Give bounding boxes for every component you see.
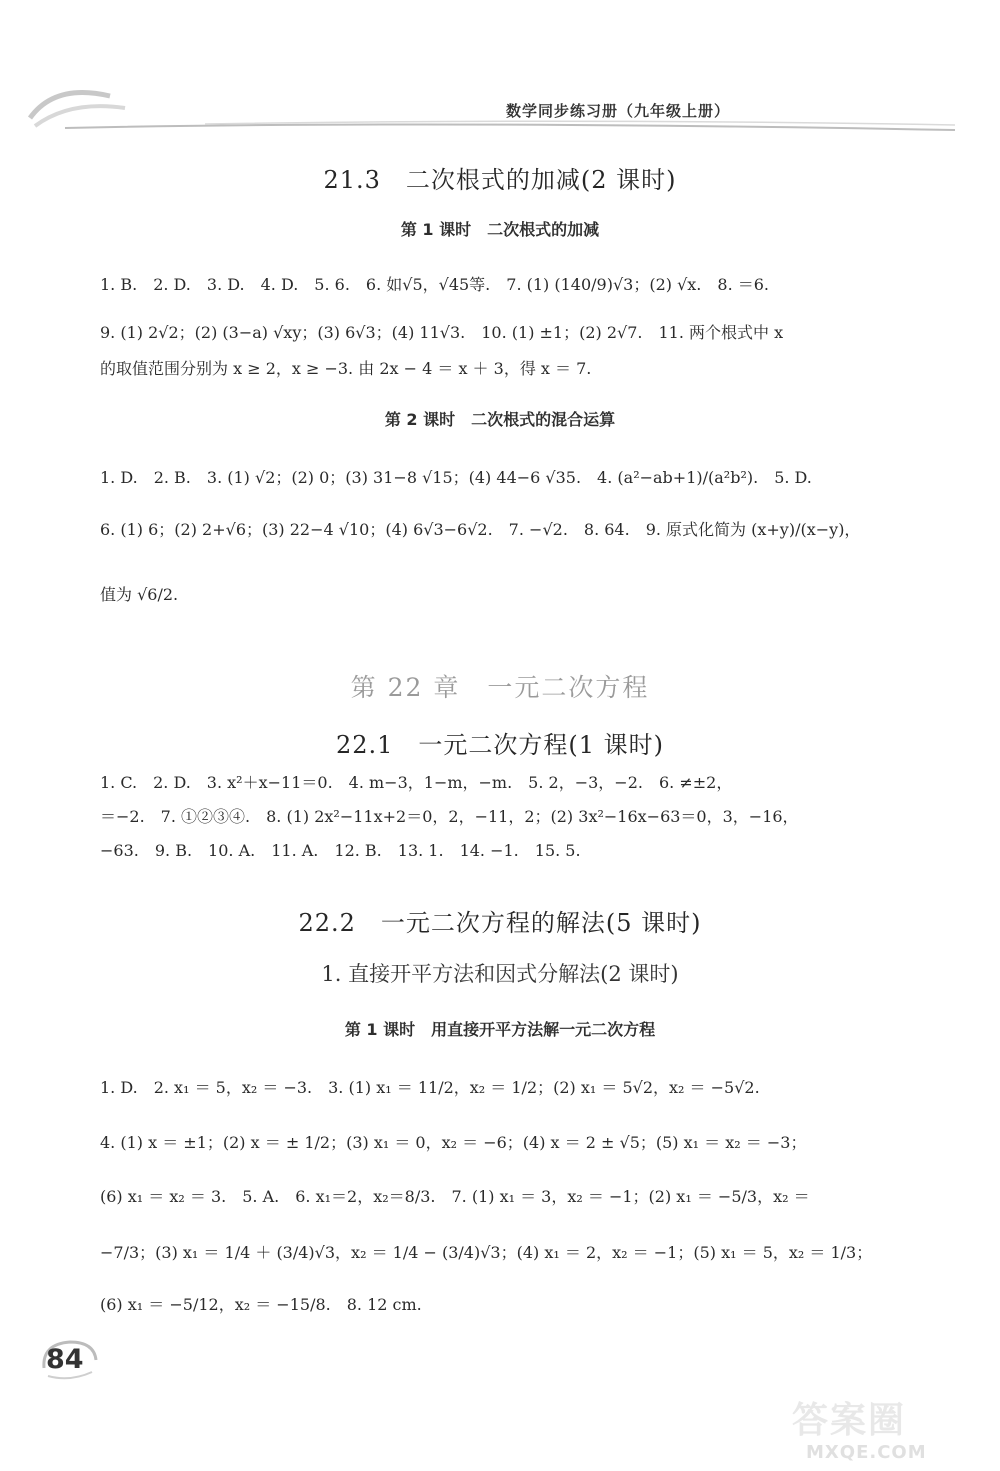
answer-line: 1. C. 2. D. 3. x²＋x−11＝0. 4. m−3，1−m，−m. 5. 2，−3，−2. 6. ≠±2， — [100, 773, 733, 792]
answer-line: 6. (1) 6；(2) 2+√6；(3) 22−4 √10；(4) 6√3−6√2. 7. −√2. 8. 64. 9. 原式化简为 (x+y)/(x−y)， — [100, 520, 861, 539]
answer-line: 1. D. 2. x₁ ＝ 5，x₂ ＝ −3. 3. (1) x₁ ＝ 11/2，x₂ ＝ 1/2；(2) x₁ ＝ 5√2，x₂ ＝ −5√2. — [100, 1078, 760, 1097]
watermark-url: MXQE.COM — [806, 1442, 927, 1463]
section-title-21-3: 21.3 二次根式的加减(2 课时) — [323, 166, 677, 194]
answer-line: 9. (1) 2√2；(2) (3−a) √xy；(3) 6√3；(4) 11√3. 10. (1) ±1；(2) 2√7. 11. 两个根式中 x — [100, 323, 784, 342]
lesson-title-21-3-2: 第 2 课时 二次根式的混合运算 — [384, 410, 616, 429]
answer-line: 1. B. 2. D. 3. D. 4. D. 5. 6. 6. 如√5，√45等. 7. (1) (140/9)√3；(2) √x. 8. ＝6. — [100, 275, 770, 294]
answer-line: 4. (1) x ＝ ±1；(2) x ＝ ± 1/2；(3) x₁ ＝ 0，x₂ ＝ −6；(4) x ＝ 2 ± √5；(5) x₁ ＝ x₂ ＝ −3； — [100, 1133, 807, 1152]
answer-line: ＝−2. 7. ①②③④. 8. (1) 2x²−11x+2＝0，2，−11，2；(2) 3x²−16x−63＝0，3，−16， — [100, 807, 799, 826]
subsection-title-22-2-1: 1. 直接开平方法和因式分解法(2 课时) — [321, 962, 679, 986]
section-title-22-1: 22.1 一元二次方程(1 课时) — [335, 731, 665, 759]
running-head: 数学同步练习册（九年级上册） — [506, 102, 731, 120]
answer-line: (6) x₁ ＝ x₂ ＝ 3. 5. A. 6. x₁＝2，x₂＝8/3. 7. (1) x₁ ＝ 3，x₂ ＝ −1；(2) x₁ ＝ −5/3，x₂ ＝ — [100, 1187, 810, 1206]
lesson-title-22-2-1: 第 1 课时 用直接开平方法解一元二次方程 — [344, 1020, 656, 1039]
watermark-logo: 答案圈 — [792, 1400, 907, 1441]
answer-line: 的取值范围分别为 x ≥ 2，x ≥ −3. 由 2x − 4 ＝ x ＋ 3，得 x ＝ 7. — [100, 359, 592, 378]
chapter-title-22: 第 22 章 一元二次方程 — [350, 673, 650, 702]
page-number-badge — [40, 1338, 100, 1382]
section-title-22-2: 22.2 一元二次方程的解法(5 课时) — [298, 909, 702, 937]
answer-line: −63. 9. B. 10. A. 11. A. 12. B. 13. 1. 14. −1. 15. 5. — [100, 841, 581, 860]
answer-line: (6) x₁ ＝ −5/12，x₂ ＝ −15/8. 8. 12 cm. — [100, 1295, 422, 1314]
answer-line: −7/3；(3) x₁ ＝ 1/4 ＋ (3/4)√3，x₂ ＝ 1/4 − (3/4)√3；(4) x₁ ＝ 2，x₂ ＝ −1；(5) x₁ ＝ 5，x₂ ＝ 1/3； — [100, 1243, 873, 1262]
header-swoosh-decoration — [25, 78, 965, 138]
answer-line: 1. D. 2. B. 3. (1) √2；(2) 0；(3) 31−8 √15；(4) 44−6 √35. 4. (a²−ab+1)/(a²b²). 5. D. — [100, 468, 812, 487]
lesson-title-21-3-1: 第 1 课时 二次根式的加减 — [400, 220, 600, 239]
page-number: 84 — [46, 1344, 84, 1375]
answer-line: 值为 √6/2. — [100, 585, 179, 604]
